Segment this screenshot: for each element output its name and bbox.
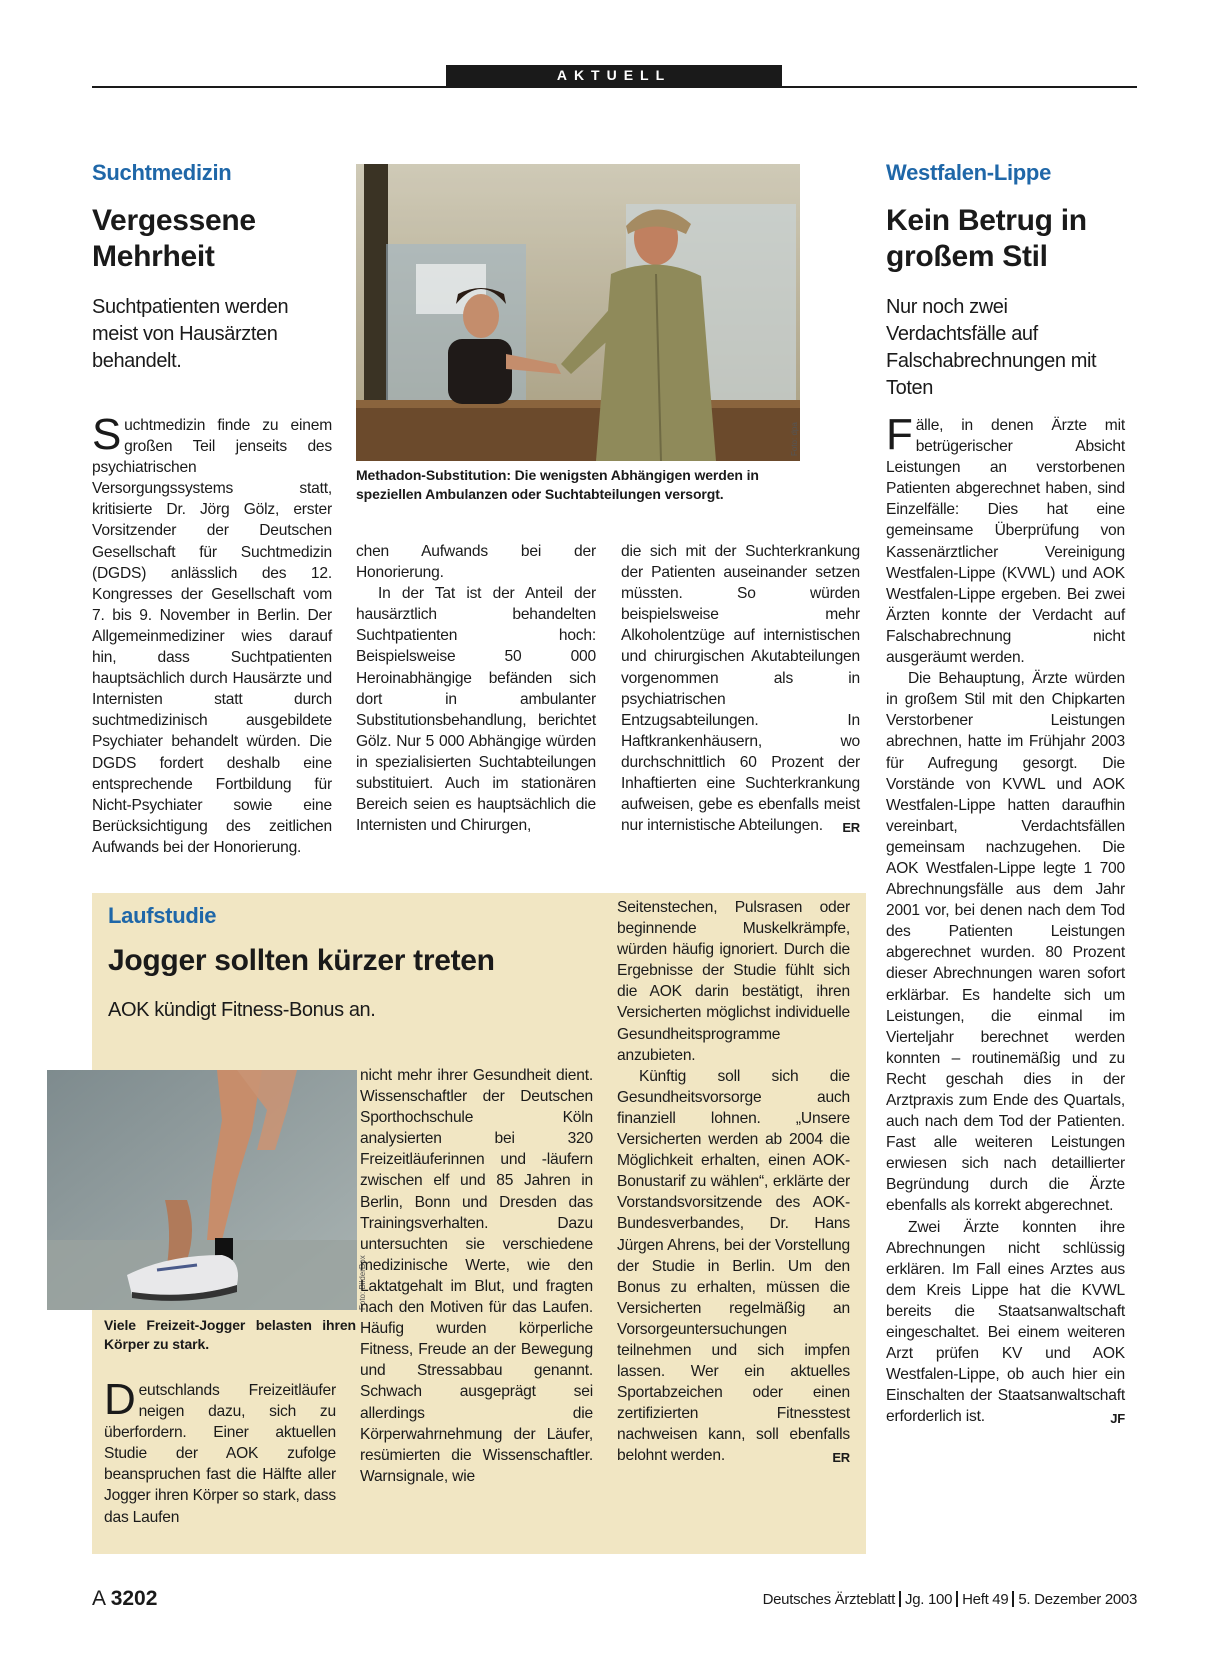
dropcap-f: F (886, 410, 913, 459)
page-number (92, 1587, 157, 1611)
methadone-caption: Methadon-Substitution: Die wenigsten Abhängigen werden in speziellen Ambulanzen oder Suchtabteilungen versorgt. (356, 467, 759, 502)
article3-column-1 (104, 1375, 336, 1528)
article3-col3-p1: Seitenstechen, Pulsrasen oder beginnende Muskelkrämpfe, würden häufig ignoriert. Durch die Ergebnisse der Studie fühlt sich die AOK darin bestätigt, ihren Versicherten möglichst individuelle Gesundheitsprogramme anzubieten. (617, 899, 850, 1064)
methadone-photo (356, 164, 800, 461)
article1-col1-text: uchtmedizin finde zu einem großen Teil jenseits des psychiatrischen Versorgungssystems statt, kritisierte Dr. Jörg Gölz, erster Vorsitzender der Deutschen Gesellschaft für Suchtmedizin (DGDS) anlässlich des 12. Kongresses der Gesellschaft vom 7. bis 9. November in Berlin. Der Allgemeinmediziner wies darauf hin, dass Suchtpatienten hauptsächlich durch Hausärzte und Internisten statt durch suchtmedizinisch ausgebildete Psychiater behandelt würden. Die DGDS fordert deshalb eine entsprechende Fortbildung für Nicht-Psychiater sowie eine Berücksichtigung des zeitlichen Aufwands bei der Honorierung. (92, 417, 332, 856)
article3-col1-text: eutschlands Freizeitläufer neigen dazu, sich zu überfordern. Einer aktuellen Studie der AOK zufolge beanspruchen fast die Hälfte aller Jogger ihren Körper so stark, dass das Laufen (104, 1382, 336, 1526)
article2-p2: Die Behauptung, Ärzte würden in großem Stil mit den Chipkarten Verstorbener Leistungen abrechnen, hatte im Frühjahr 2003 für Aufregung gesorgt. Die Vorstände von KVWL und AOK Westfalen-Lippe hatten daraufhin vereinbart, Verdachtsfällen gemeinsam nachzugehen. Die AOK Westfalen-Lippe legte 1 700 Abrechnungsfälle aus dem Jahr 2001 vor, bei denen nach dem Tod des Patienten Leistungen abgerechnet wurden. 80 Prozent dieser Abrechnungen waren sofort erklärbar. Es handelte sich um Leistungen, die einmal im Vierteljahr berechnet werden konnten – routinemäßig und zu Recht geschah dies in der Arztpraxis zum Ende des Quartals, auch nach dem Tod der Patienten. Fast alle weiteren Leistungen erwiesen sich nach detaillierter Begründung durch die Ärzte ebenfalls als korrekt abgerechnet. (886, 670, 1125, 1215)
article1-col3-text: die sich mit der Suchterkrankung der Patienten auseinander setzen müssten. So würden beispielsweise mehr Alkoholentzüge auf internistischen und chirurgischen Akutabteilungen vorgenommen als in psychiatrischen Entzugsabteilungen. In Haftkrankenhäusern, wo durchschnittlich 60 Prozent der Inhaftierten eine Suchterkrankung aufweisen, gebe es ebenfalls meist nur internistische Abteilungen. (621, 543, 860, 835)
article1-col2-p2: In der Tat ist der Anteil der hausärztlich behandelten Suchtpatienten hoch: Beispielsweise 50 000 Heroinabhängige befänden sich dort in ambulanter Substitutionsbehandlung, berichtet Gölz. Nur 5 000 Abhängige würden in spezialisierten Suchtabteilungen substituiert. Auch im stationären Bereich seien es hauptsächlich die Internisten und Chirurgen, (356, 585, 596, 835)
publication-volume: Jg. 100 (905, 1591, 953, 1608)
article3-column-2 (360, 1065, 593, 1487)
article2-column (886, 410, 1125, 1430)
separator (899, 1591, 901, 1607)
publication-name: Deutsches Ärzteblatt (762, 1591, 896, 1608)
article3-headline: Jogger sollten kürzer treten (108, 944, 495, 977)
article1-deck: Suchtpatienten werden meist von Hausärzten behandelt. (92, 296, 289, 372)
article3-signature: ER (832, 1450, 850, 1466)
photo-credit-dpa: Foto: dpa (790, 422, 799, 456)
photo-credit-bilderbox: Foto: BilderBox (358, 1255, 367, 1310)
publication-date: 5. Dezember 2003 (1018, 1591, 1137, 1608)
article1-kicker: Suchtmedizin (92, 160, 232, 185)
article3-kicker: Laufstudie (108, 903, 217, 928)
jogger-photo (47, 1070, 357, 1310)
section-tab: AKTUELL (446, 65, 782, 86)
article1-signature: ER (842, 820, 860, 836)
article3-col3-p2: Künftig soll sich die Gesundheitsvorsorge auch finanziell lohnen. „Unsere Versicherten werden ab 2004 die Möglichkeit erhalten, einen AOK-Bonustarif zu wählen“, erklärte der Vorstandsvorsitzende des AOK-Bundesverbandes, Dr. Hans Jürgen Ahrens, bei der Vorstellung der Studie in Berlin. Um den Bonus zu erhalten, müssen die Versicherten regelmäßig an Vorsorgeuntersuchungen teilnehmen und sich impfen lassen. Wer ein aktuelles Sportabzeichen oder einen zertifizierten Fitnesstest nachweisen kann, soll ebenfalls belohnt werden. (617, 1067, 850, 1465)
article2-p1: älle, in denen Ärzte mit betrügerischer Absicht Leistungen an verstorbenen Patienten abgerechnet haben, sind Einzelfälle: Dies hat eine gemeinsame Überprüfung von Kassenärztlicher Vereinigung Westfalen-Lippe (KVWL) und AOK Westfalen-Lippe ergeben. Bei zwei Ärzten konnte der Verdacht auf Falschabrechnung nicht ausgeräumt werden. (886, 417, 1125, 667)
article1-column-2 (356, 541, 596, 836)
header-rule (92, 86, 1137, 88)
article2-kicker: Westfalen-Lippe (886, 160, 1052, 185)
jogger-photo-illustration (47, 1070, 357, 1310)
dropcap-d: D (104, 1375, 136, 1424)
article2-deck: Nur noch zwei Verdachtsfälle auf Falschabrechnungen mit Toten (886, 296, 1097, 399)
separator (1012, 1591, 1014, 1607)
article2-headline: Kein Betrug in großem Stil (886, 204, 1087, 273)
dropcap-s: S (92, 410, 122, 459)
page-number-value: 3202 (110, 1587, 158, 1610)
article1-column-3 (621, 541, 860, 838)
article3-column-3 (617, 897, 850, 1469)
article1-col2-p1: chen Aufwands bei der Honorierung. (356, 543, 596, 582)
article1-headline: Vergessene Mehrheit (92, 204, 256, 273)
publication-issue: Heft 49 (962, 1591, 1009, 1608)
article3-col2-text: nicht mehr ihrer Gesundheit dient. Wissenschaftler der Deutschen Sporthochschule Köln analysierten bei 320 Freizeitläuferinnen und -läufern zwischen elf und 85 Jahren in Berlin, Bonn und Dresden das Trainingsverhalten. Dazu untersuchten sie verschiedene medizinische Werte, wie den Laktatgehalt im Blut, und fragten nach den Motiven für das Laufen. Häufig wurden körperliche Fitness, Freude an der Bewegung und Stressabbau genannt. Schwach ausgeprägt sei allerdings die Körperwahrnehmung der Läufer, resümierten die Wissenschaftler. Warnsignale, wie (360, 1067, 593, 1485)
article2-p3: Zwei Ärzte konnten ihre Abrechnungen nicht schlüssig erklären. Im Fall eines Arztes aus dem Kreis Lippe hat die KVWL bereits die Staatsanwaltschaft eingeschaltet. Bei einem weiteren Arzt prüfen KV und AOK Westfalen-Lippe, ob auch hier ein Einschalten der Staatsanwaltschaft erforderlich ist. (886, 1218, 1125, 1426)
publication-info (763, 1591, 1137, 1608)
methadone-photo-illustration (356, 164, 800, 461)
page-prefix: A (92, 1587, 105, 1610)
article3-deck: AOK kündigt Fitness-Bonus an. (108, 999, 376, 1021)
separator (956, 1591, 958, 1607)
article1-column-1 (92, 410, 332, 858)
jogger-caption: Viele Freizeit-Jogger belasten ihren Körper zu stark. (104, 1317, 356, 1352)
article2-signature: JF (1110, 1411, 1125, 1427)
